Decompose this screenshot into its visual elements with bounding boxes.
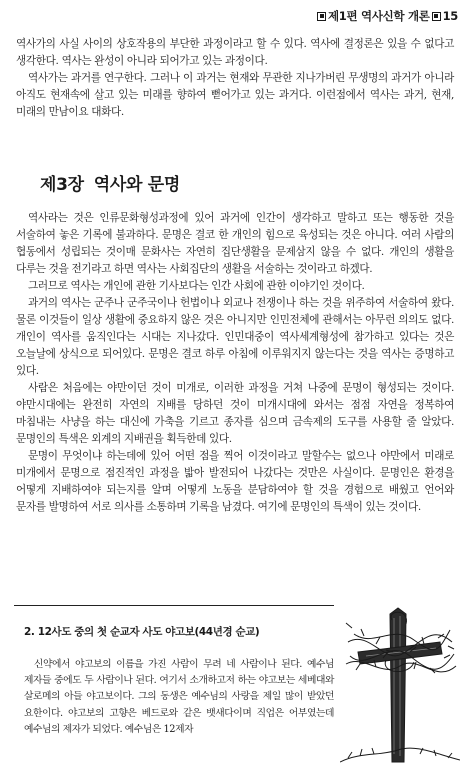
square-bullet-icon — [317, 12, 326, 21]
box-heading: 2. 12사도 중의 첫 순교자 사도 야고보(44년경 순교) — [24, 626, 260, 638]
chapter-heading — [40, 170, 180, 195]
intro-text — [16, 36, 454, 121]
intro-paragraph: 역사가의 사실 사이의 상호작용의 부단한 과정이라고 할 수 있다. 역사에 결정론은 있을 수 없다고 생각한다. 역사는 완성이 아니라 되어가고 있는 과정이다. — [16, 38, 454, 67]
body-paragraph: 과거의 역사는 군주나 군주국이나 헌법이나 외교나 전쟁이나 하는 것을 위주하여 서술하여 왔다. 물론 이것들이 일상 생활에 중요하지 않은 것은 아니지만 인민전체에 관해서는 아무런 의의도 없다. 개인이 역사를 움직인다는 시대는 지나갔다. 인민대중이 역사세계형성에 참가하고 있다는 것은 오늘날에 상식으로 되어있다. 문명은 결코 하루 아침에 이루워지지 않는다는 것을 역사는 증명하고 있다. — [16, 297, 454, 377]
body-paragraph: 역사라는 것은 인류문화형성과정에 있어 과거에 인간이 생각하고 말하고 또는 행동한 것을 서술하여 놓은 기록에 불과하다. 문명은 결코 한 개인의 힘으로 육성되는 것은 아니다. 여러 사람의 협동에서 성립되는 것이매 문화사는 자연히 집단생활을 문제삼지 않을 수 없다. 개인의 생활을 다루는 것을 전기라고 하면 역사는 사회집단의 생활을 서술하는 것이라고 하겠다. — [16, 212, 454, 275]
intro-paragraph: 역사가는 과거를 연구한다. 그러나 이 과거는 현재와 무관한 지나가버린 무생명의 과거가 아니라 아직도 현재속에 살고 있는 미래를 향하여 뻗어가고 있는 과거다. 이런점에서 역사는 과거, 현재, 미래의 만남이요 대화다. — [16, 72, 454, 118]
header-section-title: 제1편 역사신학 개론 — [328, 9, 430, 23]
section-divider — [14, 605, 334, 606]
chapter-title: 역사와 문명 — [93, 175, 181, 195]
chapter-number: 제3장 — [40, 175, 84, 195]
body-paragraph: 그러므로 역사는 개인에 관한 기사보다는 인간 사회에 관한 이야기인 것이다. — [28, 280, 365, 292]
box-text — [24, 657, 334, 738]
body-paragraph: 사람은 처음에는 야만이던 것이 미개로, 이러한 과정을 거쳐 나중에 문명이 형성되는 것이다. 야만시대에는 완전히 자연의 지배를 당하던 것이 미개시대에 와서는 점점 자연을 정복하여 마침내는 사냥을 하는 대신에 가축을 기르고 종자를 심으며 금속제의 도구를 사용할 줄 알았다. 문명인의 특색은 외계의 지배권을 획득한데 있다. — [16, 382, 454, 445]
body-paragraph: 문명이 무엇이냐 하는데에 있어 어떤 점을 찍어 이것이라고 말할수는 없으나 야만에서 미래로 미개에서 문명으로 점진적인 과정을 밟아 발전되어 나갔다는 것만은 사실이다. 문명인은 환경을 어떻게 지배하여야 되는지를 알며 어떻게 노동을 분담하여야 할 것을 경험으로 배웠고 언어와 문자를 발명하여 서로 의사를 소통하며 기록을 남겼다. 여기에 문명인의 특색이 있는 것이다. — [16, 450, 454, 513]
running-header — [317, 8, 458, 24]
cross-with-thorns-icon — [340, 594, 460, 764]
chapter-body — [16, 210, 454, 516]
box-paragraph: 신약에서 야고보의 이름을 가진 사람이 무려 네 사람이나 된다. 예수님 제자들 중에도 두 사람이나 된다. 여기서 소개하고저 하는 야고보는 세베대와 살로메의 아들 야고보이다. 그의 동생은 예수님의 사랑을 제일 많이 받았던 요한이다. 야고보의 고향은 베드로와 같은 뱃새다이며 직업은 어부였는데 예수님의 제자가 되었다. 예수님은 12제자 — [24, 659, 334, 735]
page-number: 15 — [442, 9, 458, 23]
square-bullet-icon — [432, 12, 441, 21]
